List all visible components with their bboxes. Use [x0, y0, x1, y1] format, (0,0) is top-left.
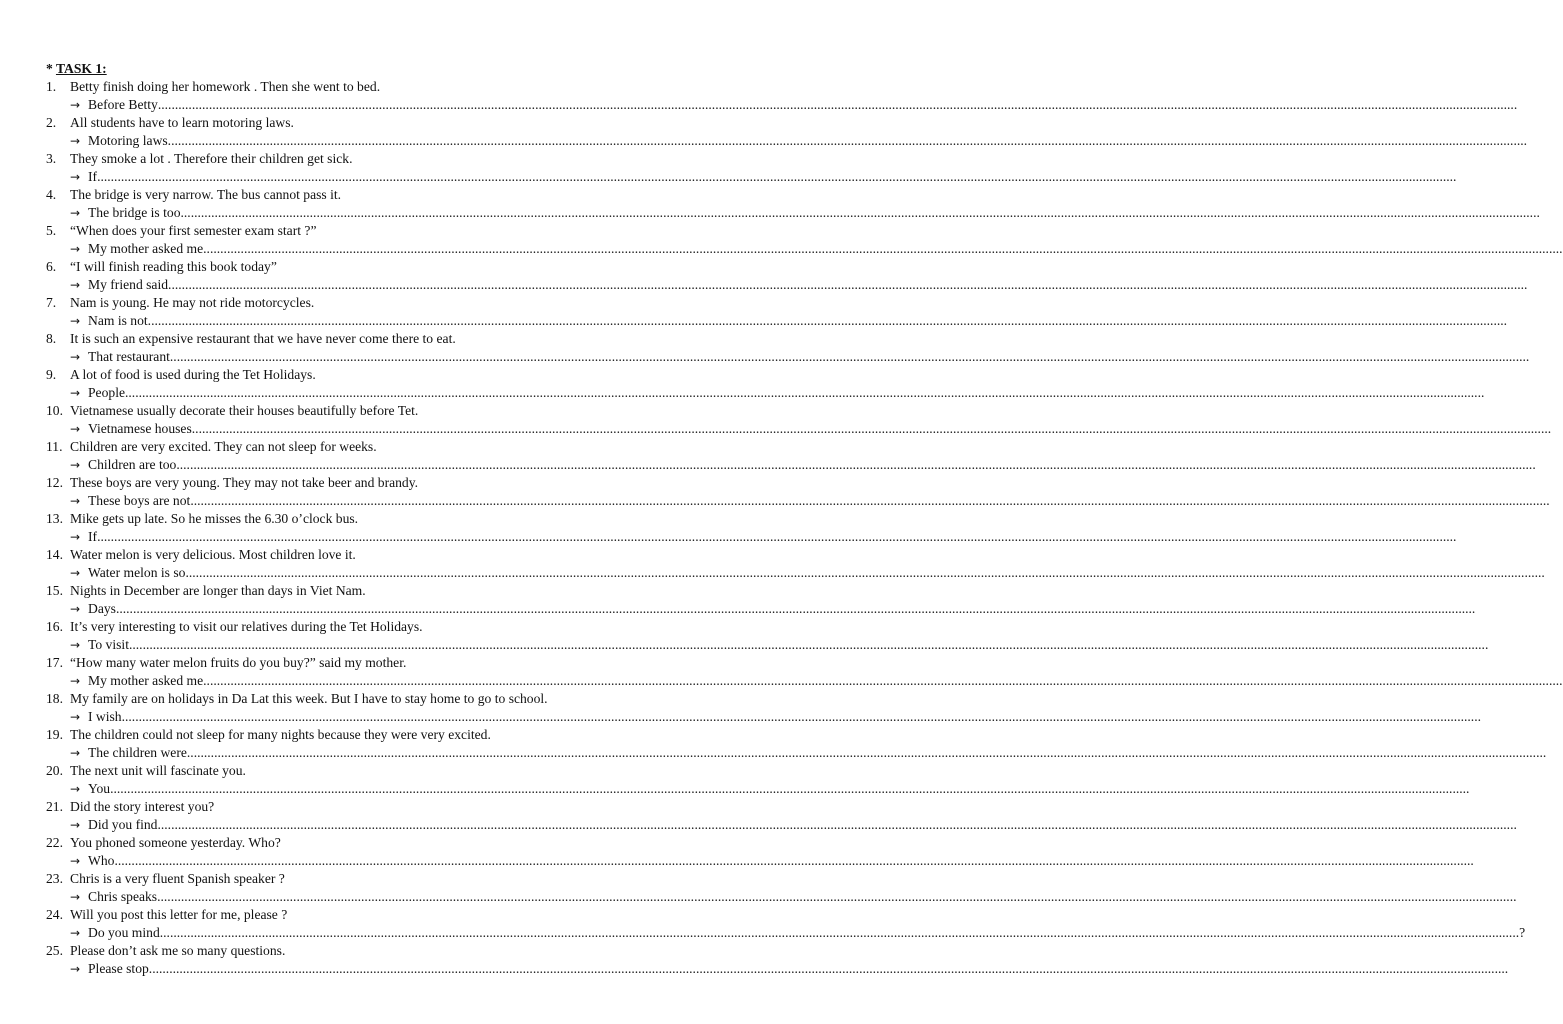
item-number: 10.: [46, 403, 63, 418]
exercise-item: [46, 654, 1563, 690]
answer-blank[interactable]: ................................................................................................................................................................................................................................................................................................................................................................................................................: [169, 349, 1530, 364]
exercise-item: [46, 186, 1540, 222]
item-number: 5.: [46, 223, 57, 238]
exercise-item: [46, 726, 1547, 762]
exercise-item: [46, 294, 1508, 330]
answer-blank[interactable]: ................................................................................................................................................................................................................................................................................................................................................................................................................: [157, 889, 1517, 904]
answer-prompt: My friend said: [88, 277, 169, 292]
question-text: They smoke a lot . Therefore their children get sick.: [70, 151, 353, 166]
item-number: 11.: [46, 439, 63, 454]
question-line: [46, 258, 706, 276]
question-line: [46, 690, 706, 708]
arrow-right-icon: →: [70, 422, 81, 436]
question-line: [46, 438, 706, 456]
answer-line[interactable]: [46, 600, 1476, 618]
task-heading: [46, 60, 706, 78]
arrow-right-icon: →: [70, 530, 81, 544]
question-line: [46, 618, 706, 636]
item-number: 17.: [46, 655, 63, 670]
item-number: 19.: [46, 727, 63, 742]
exercise-item: [46, 510, 1457, 546]
answer-prompt: That restaurant: [88, 349, 170, 364]
exercise-item: [46, 546, 1545, 582]
answer-line[interactable]: [46, 708, 1481, 726]
item-number: 2.: [46, 115, 57, 130]
question-text: Vietnamese usually decorate their houses beautifully before Tet.: [70, 403, 419, 418]
exercise-item: [46, 906, 1526, 942]
answer-line[interactable]: [46, 204, 1540, 222]
exercise-item: [46, 870, 1517, 906]
question-text: These boys are very young. They may not take beer and brandy.: [70, 475, 419, 490]
answer-line[interactable]: [46, 492, 1550, 510]
item-number: 20.: [46, 763, 63, 778]
question-line: [46, 474, 706, 492]
answer-line[interactable]: [46, 960, 1509, 978]
arrow-right-icon: →: [70, 494, 81, 508]
answer-blank[interactable]: ................................................................................................................................................................................................................................................................................................................................................................................................................: [190, 493, 1550, 508]
answer-line[interactable]: [46, 168, 1457, 186]
question-text: It’s very interesting to visit our relatives during the Tet Holidays.: [70, 619, 423, 634]
item-number: 9.: [46, 367, 57, 382]
exercise-item: [46, 798, 1517, 834]
arrow-right-icon: →: [70, 890, 81, 904]
question-line: [46, 402, 706, 420]
answer-blank[interactable]: ................................................................................................................................................................................................................................................................................................................................................................................................................: [186, 745, 1547, 760]
arrow-right-icon: →: [70, 962, 81, 976]
question-line: [46, 726, 706, 744]
arrow-right-icon: →: [70, 170, 81, 184]
question-line: [46, 510, 706, 528]
question-line: [46, 78, 706, 96]
question-text: A lot of food is used during the Tet Holidays.: [70, 367, 316, 382]
item-number: 22.: [46, 835, 63, 850]
answer-prompt: My mother asked me: [88, 673, 204, 688]
task-title: TASK 1:: [55, 61, 107, 76]
answer-line[interactable]: [46, 384, 1485, 402]
question-text: You phoned someone yesterday. Who?: [70, 835, 281, 850]
arrow-right-icon: →: [70, 710, 81, 724]
answer-prompt: Who: [88, 853, 115, 868]
arrow-right-icon: →: [70, 674, 81, 688]
answer-blank[interactable]: ................................................................................................................................................................................................................................................................................................................................................................................................................: [157, 817, 1517, 832]
question-text: Nights in December are longer than days in Viet Nam.: [70, 583, 366, 598]
answer-prompt: Motoring laws: [88, 133, 168, 148]
question-text: Will you post this letter for me, please ?: [70, 907, 288, 922]
answer-line[interactable]: [46, 888, 1517, 906]
question-line: [46, 942, 706, 960]
question-line: [46, 762, 706, 780]
answer-blank[interactable]: ................................................................................................................................................................................................................................................................................................................................................................................................................: [148, 961, 1509, 976]
arrow-right-icon: →: [70, 242, 81, 256]
exercise-item: [46, 834, 1474, 870]
question-line: [46, 834, 706, 852]
exercise-item: [46, 222, 1563, 258]
exercise-item: [46, 474, 1550, 510]
question-line: [46, 906, 706, 924]
answer-blank[interactable]: ................................................................................................................................................................................................................................................................................................................................................................................................................: [110, 781, 1470, 796]
answer-line[interactable]: [46, 564, 1545, 582]
question-text: “When does your first semester exam start ?”: [70, 223, 317, 238]
arrow-right-icon: →: [70, 350, 81, 364]
question-text: The children could not sleep for many nights because they were very excited.: [70, 727, 491, 742]
answer-line[interactable]: [46, 852, 1474, 870]
answer-line[interactable]: [46, 276, 1528, 294]
item-number: 14.: [46, 547, 63, 562]
item-number: 16.: [46, 619, 63, 634]
question-line: [46, 222, 706, 240]
answer-line[interactable]: [46, 132, 1528, 150]
answer-prompt: Water melon is so: [88, 565, 186, 580]
answer-blank[interactable]: ................................................................................................................................................................................................................................................................................................................................................................................................................: [168, 277, 1528, 292]
answer-blank[interactable]: ................................................................................................................................................................................................................................................................................................................................................................................................................: [180, 205, 1540, 220]
question-line: [46, 186, 706, 204]
item-number: 6.: [46, 259, 57, 274]
answer-blank[interactable]: ................................................................................................................................................................................................................................................................................................................................................................................................................: [97, 529, 1457, 544]
answer-line[interactable]: [46, 780, 1470, 798]
answer-prompt: If: [88, 529, 98, 544]
answer-blank[interactable]: ................................................................................................................................................................................................................................................................................................................................................................................................................: [185, 565, 1545, 580]
answer-prompt: Vietnamese houses: [88, 421, 192, 436]
answer-blank[interactable]: ................................................................................................................................................................................................................................................................................................................................................................................................................: [203, 673, 1563, 688]
arrow-right-icon: →: [70, 566, 81, 580]
answer-blank[interactable]: ................................................................................................................................................................................................................................................................................................................................................................................................................: [128, 637, 1489, 652]
question-text: It is such an expensive restaurant that we have never come there to eat.: [70, 331, 456, 346]
answer-blank[interactable]: ................................................................................................................................................................................................................................................................................................................................................................................................................: [203, 241, 1563, 256]
arrow-right-icon: →: [70, 134, 81, 148]
arrow-right-icon: →: [70, 98, 81, 112]
worksheet-page: [46, 60, 1563, 978]
item-number: 7.: [46, 295, 57, 310]
question-line: [46, 150, 706, 168]
answer-prompt: Do you mind: [88, 925, 160, 940]
answer-prompt: These boys are not: [88, 493, 191, 508]
answer-prompt: Chris speaks: [88, 889, 158, 904]
exercise-list: [46, 78, 1563, 978]
exercise-item: [46, 402, 1552, 438]
answer-blank[interactable]: ................................................................................................................................................................................................................................................................................................................................................................................................................: [157, 97, 1518, 112]
arrow-right-icon: →: [70, 278, 81, 292]
arrow-right-icon: →: [70, 458, 81, 472]
arrow-right-icon: →: [70, 638, 81, 652]
arrow-right-icon: →: [70, 206, 81, 220]
exercise-item: [46, 330, 1530, 366]
answer-prompt: My mother asked me: [88, 241, 204, 256]
answer-line[interactable]: [46, 744, 1547, 762]
exercise-item: [46, 150, 1457, 186]
answer-prompt: To visit: [88, 637, 129, 652]
exercise-item: [46, 78, 1518, 114]
answer-blank[interactable]: ................................................................................................................................................................................................................................................................................................................................................................................................................: [159, 925, 1520, 940]
answer-prompt: I wish: [88, 709, 122, 724]
answer-prompt: You: [88, 781, 111, 796]
answer-blank[interactable]: ................................................................................................................................................................................................................................................................................................................................................................................................................: [167, 133, 1528, 148]
exercise-item: [46, 690, 1481, 726]
exercise-item: [46, 618, 1489, 654]
answer-end-mark: ?: [1519, 925, 1526, 940]
answer-blank[interactable]: ................................................................................................................................................................................................................................................................................................................................................................................................................: [176, 457, 1536, 472]
answer-line[interactable]: [46, 672, 1563, 690]
item-number: 21.: [46, 799, 63, 814]
exercise-item: [46, 258, 1528, 294]
answer-line[interactable]: [46, 96, 1518, 114]
question-line: [46, 546, 706, 564]
answer-prompt: If: [88, 169, 98, 184]
question-text: The bridge is very narrow. The bus cannot pass it.: [70, 187, 342, 202]
answer-line[interactable]: [46, 816, 1517, 834]
answer-line[interactable]: [46, 636, 1489, 654]
arrow-right-icon: →: [70, 854, 81, 868]
question-line: [46, 582, 706, 600]
question-text: Water melon is very delicious. Most children love it.: [70, 547, 356, 562]
item-number: 4.: [46, 187, 57, 202]
task-star: *: [46, 61, 56, 76]
answer-line[interactable]: [46, 348, 1530, 366]
answer-line[interactable]: [46, 456, 1536, 474]
question-text: Please don’t ask me so many questions.: [70, 943, 286, 958]
answer-blank[interactable]: ................................................................................................................................................................................................................................................................................................................................................................................................................: [115, 601, 1476, 616]
answer-line[interactable]: [46, 240, 1563, 258]
answer-blank[interactable]: ................................................................................................................................................................................................................................................................................................................................................................................................................: [114, 853, 1474, 868]
answer-prompt: Children are too: [88, 457, 177, 472]
question-line: [46, 798, 706, 816]
item-number: 24.: [46, 907, 63, 922]
question-line: [46, 114, 706, 132]
arrow-right-icon: →: [70, 818, 81, 832]
exercise-item: [46, 762, 1470, 798]
item-number: 18.: [46, 691, 63, 706]
arrow-right-icon: →: [70, 386, 81, 400]
question-line: [46, 294, 706, 312]
question-line: [46, 870, 706, 888]
item-number: 25.: [46, 943, 63, 958]
question-text: “I will finish reading this book today”: [70, 259, 277, 274]
exercise-item: [46, 942, 1509, 978]
answer-prompt: Before Betty: [88, 97, 158, 112]
answer-blank[interactable]: ................................................................................................................................................................................................................................................................................................................................................................................................................: [191, 421, 1552, 436]
arrow-right-icon: →: [70, 314, 81, 328]
arrow-right-icon: →: [70, 926, 81, 940]
question-line: [46, 654, 706, 672]
item-number: 1.: [46, 79, 57, 94]
arrow-right-icon: →: [70, 782, 81, 796]
arrow-right-icon: →: [70, 602, 81, 616]
question-text: Mike gets up late. So he misses the 6.30 o’clock bus.: [70, 511, 359, 526]
item-number: 8.: [46, 331, 57, 346]
question-text: Did the story interest you?: [70, 799, 215, 814]
answer-prompt: People: [88, 385, 125, 400]
question-text: All students have to learn motoring laws.: [70, 115, 294, 130]
answer-prompt: Please stop: [88, 961, 149, 976]
question-text: My family are on holidays in Da Lat this week. But I have to stay home to go to school.: [70, 691, 548, 706]
exercise-item: [46, 438, 1536, 474]
question-line: [46, 366, 706, 384]
question-text: The next unit will fascinate you.: [70, 763, 246, 778]
answer-line[interactable]: [46, 420, 1552, 438]
question-text: Nam is young. He may not ride motorcycles.: [70, 295, 315, 310]
question-text: “How many water melon fruits do you buy?” said my mother.: [70, 655, 407, 670]
question-text: Betty finish doing her homework . Then she went to bed.: [70, 79, 381, 94]
item-number: 12.: [46, 475, 63, 490]
answer-prompt: Nam is not: [88, 313, 148, 328]
exercise-item: [46, 114, 1528, 150]
arrow-right-icon: →: [70, 746, 81, 760]
question-text: Children are very excited. They can not sleep for weeks.: [70, 439, 377, 454]
answer-line[interactable]: [46, 924, 1526, 942]
answer-blank[interactable]: ................................................................................................................................................................................................................................................................................................................................................................................................................: [97, 169, 1457, 184]
answer-prompt: Days: [88, 601, 116, 616]
exercise-item: [46, 366, 1485, 402]
answer-line[interactable]: [46, 528, 1457, 546]
answer-line[interactable]: [46, 312, 1508, 330]
item-number: 3.: [46, 151, 57, 166]
item-number: 15.: [46, 583, 63, 598]
answer-blank[interactable]: ................................................................................................................................................................................................................................................................................................................................................................................................................: [147, 313, 1508, 328]
item-number: 23.: [46, 871, 63, 886]
answer-prompt: Did you find: [88, 817, 158, 832]
question-text: Chris is a very fluent Spanish speaker ?: [70, 871, 285, 886]
answer-prompt: The bridge is too: [88, 205, 181, 220]
question-line: [46, 330, 706, 348]
exercise-item: [46, 582, 1476, 618]
answer-blank[interactable]: ................................................................................................................................................................................................................................................................................................................................................................................................................: [125, 385, 1485, 400]
item-number: 13.: [46, 511, 63, 526]
answer-blank[interactable]: ................................................................................................................................................................................................................................................................................................................................................................................................................: [121, 709, 1481, 724]
answer-prompt: The children were: [88, 745, 187, 760]
